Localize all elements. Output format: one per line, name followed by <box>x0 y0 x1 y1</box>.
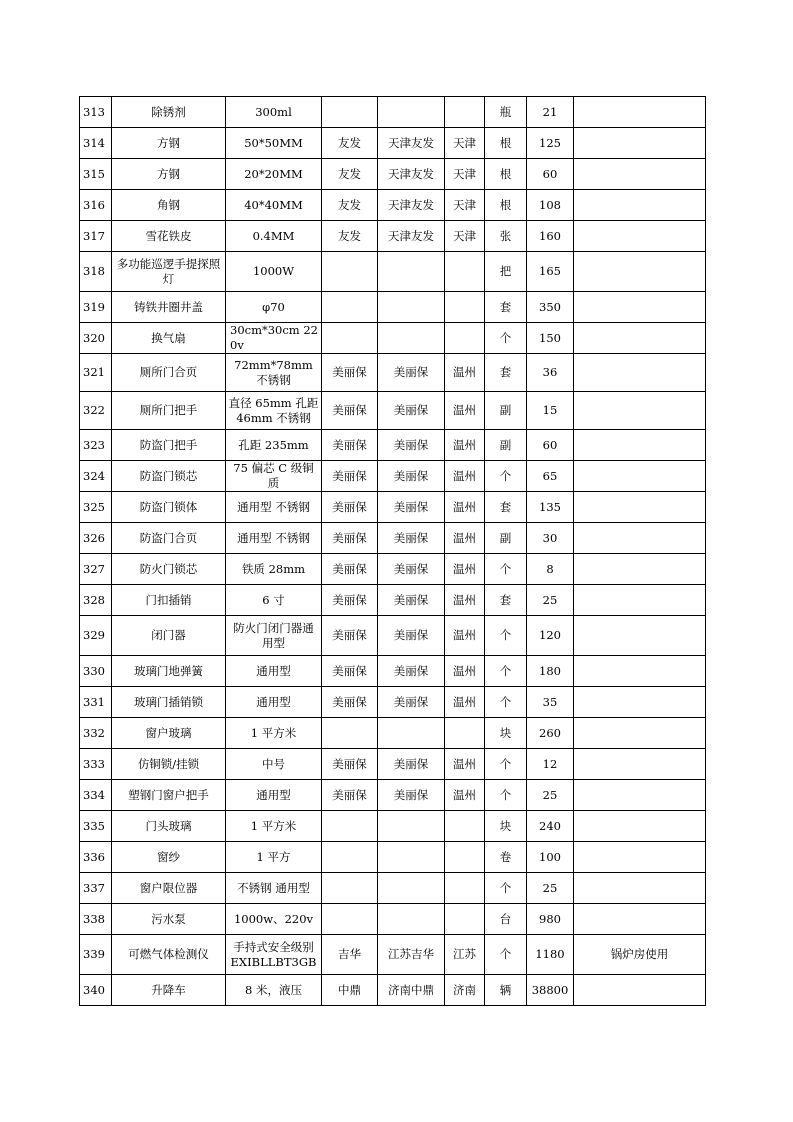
cell-price: 160 <box>527 221 574 252</box>
cell-unit: 个 <box>485 780 527 811</box>
table-row <box>80 780 706 811</box>
cell-origin: 天津 <box>445 190 485 221</box>
cell-note <box>574 718 706 749</box>
table-row <box>80 656 706 687</box>
cell-spec: 6 寸 <box>226 585 322 616</box>
cell-unit: 副 <box>485 430 527 461</box>
cell-no: 339 <box>80 935 112 975</box>
cell-price: 260 <box>527 718 574 749</box>
cell-note <box>574 656 706 687</box>
cell-spec: 通用型 <box>226 687 322 718</box>
cell-price: 25 <box>527 780 574 811</box>
cell-note <box>574 252 706 292</box>
cell-spec: 通用型 <box>226 656 322 687</box>
cell-no: 317 <box>80 221 112 252</box>
cell-spec: 20*20MM <box>226 159 322 190</box>
cell-name: 可燃气体检测仪 <box>112 935 226 975</box>
cell-maker <box>378 811 445 842</box>
table-row <box>80 252 706 292</box>
cell-note <box>574 842 706 873</box>
cell-brand: 美丽保 <box>322 430 378 461</box>
table-row <box>80 128 706 159</box>
cell-price: 25 <box>527 873 574 904</box>
cell-origin: 温州 <box>445 554 485 585</box>
cell-origin: 温州 <box>445 687 485 718</box>
cell-name: 门头玻璃 <box>112 811 226 842</box>
cell-no: 332 <box>80 718 112 749</box>
cell-brand: 美丽保 <box>322 585 378 616</box>
cell-origin: 天津 <box>445 159 485 190</box>
cell-name: 雪花铁皮 <box>112 221 226 252</box>
table-row <box>80 842 706 873</box>
table-row <box>80 159 706 190</box>
cell-brand <box>322 97 378 128</box>
cell-maker: 美丽保 <box>378 554 445 585</box>
cell-origin <box>445 873 485 904</box>
cell-price: 65 <box>527 461 574 492</box>
cell-maker <box>378 873 445 904</box>
cell-spec: 通用型 <box>226 780 322 811</box>
cell-no: 325 <box>80 492 112 523</box>
cell-name: 玻璃门插销锁 <box>112 687 226 718</box>
cell-maker <box>378 323 445 354</box>
cell-brand: 友发 <box>322 221 378 252</box>
cell-spec: 手持式安全级别 EXIBLLBT3GB <box>226 935 322 975</box>
cell-spec: 30cm*30cm 220v <box>226 323 322 354</box>
cell-maker: 美丽保 <box>378 354 445 392</box>
cell-price: 35 <box>527 687 574 718</box>
cell-maker <box>378 252 445 292</box>
cell-maker: 美丽保 <box>378 430 445 461</box>
cell-note <box>574 190 706 221</box>
table-row <box>80 687 706 718</box>
cell-no: 335 <box>80 811 112 842</box>
cell-note <box>574 749 706 780</box>
cell-name: 铸铁井圈井盖 <box>112 292 226 323</box>
cell-brand: 美丽保 <box>322 687 378 718</box>
cell-unit: 个 <box>485 616 527 656</box>
cell-unit: 套 <box>485 585 527 616</box>
cell-name: 窗纱 <box>112 842 226 873</box>
cell-maker: 美丽保 <box>378 687 445 718</box>
cell-brand: 美丽保 <box>322 656 378 687</box>
cell-no: 320 <box>80 323 112 354</box>
table-row <box>80 904 706 935</box>
cell-unit: 块 <box>485 811 527 842</box>
cell-unit: 根 <box>485 128 527 159</box>
cell-price: 60 <box>527 159 574 190</box>
cell-spec: 8 米，液压 <box>226 975 322 1006</box>
cell-no: 328 <box>80 585 112 616</box>
cell-price: 350 <box>527 292 574 323</box>
table-row <box>80 873 706 904</box>
cell-price: 60 <box>527 430 574 461</box>
cell-brand: 友发 <box>322 190 378 221</box>
cell-no: 318 <box>80 252 112 292</box>
cell-note <box>574 97 706 128</box>
cell-unit: 个 <box>485 935 527 975</box>
cell-price: 108 <box>527 190 574 221</box>
cell-brand: 中鼎 <box>322 975 378 1006</box>
cell-note <box>574 159 706 190</box>
cell-origin: 济南 <box>445 975 485 1006</box>
cell-maker: 济南中鼎 <box>378 975 445 1006</box>
cell-brand: 美丽保 <box>322 354 378 392</box>
cell-spec: 铁质 28mm <box>226 554 322 585</box>
table-row <box>80 975 706 1006</box>
cell-name: 方钢 <box>112 128 226 159</box>
table-row <box>80 718 706 749</box>
cell-maker: 天津友发 <box>378 221 445 252</box>
cell-unit: 个 <box>485 323 527 354</box>
cell-no: 329 <box>80 616 112 656</box>
cell-maker: 美丽保 <box>378 461 445 492</box>
cell-origin <box>445 323 485 354</box>
cell-origin: 温州 <box>445 461 485 492</box>
cell-brand: 友发 <box>322 159 378 190</box>
cell-price: 100 <box>527 842 574 873</box>
table-row <box>80 97 706 128</box>
cell-unit: 套 <box>485 354 527 392</box>
cell-origin: 温州 <box>445 430 485 461</box>
cell-no: 336 <box>80 842 112 873</box>
cell-unit: 个 <box>485 873 527 904</box>
cell-note <box>574 904 706 935</box>
cell-no: 340 <box>80 975 112 1006</box>
cell-brand <box>322 718 378 749</box>
cell-brand: 美丽保 <box>322 523 378 554</box>
cell-unit: 个 <box>485 461 527 492</box>
cell-no: 327 <box>80 554 112 585</box>
cell-name: 窗户玻璃 <box>112 718 226 749</box>
table-row <box>80 554 706 585</box>
cell-spec: 1 平方米 <box>226 811 322 842</box>
cell-spec: 不锈钢 通用型 <box>226 873 322 904</box>
table-row <box>80 392 706 430</box>
cell-note <box>574 811 706 842</box>
cell-origin: 温州 <box>445 616 485 656</box>
cell-name: 防盗门合页 <box>112 523 226 554</box>
cell-origin <box>445 811 485 842</box>
cell-origin: 温州 <box>445 492 485 523</box>
cell-maker: 美丽保 <box>378 749 445 780</box>
table-row <box>80 323 706 354</box>
table-row <box>80 616 706 656</box>
cell-no: 338 <box>80 904 112 935</box>
cell-price: 165 <box>527 252 574 292</box>
cell-origin: 江苏 <box>445 935 485 975</box>
cell-spec: 0.4MM <box>226 221 322 252</box>
cell-price: 21 <box>527 97 574 128</box>
table-row <box>80 354 706 392</box>
cell-unit: 台 <box>485 904 527 935</box>
cell-origin <box>445 718 485 749</box>
cell-brand: 美丽保 <box>322 392 378 430</box>
cell-brand <box>322 811 378 842</box>
cell-origin <box>445 97 485 128</box>
cell-name: 防火门锁芯 <box>112 554 226 585</box>
cell-spec: 72mm*78mm 不锈钢 <box>226 354 322 392</box>
cell-name: 门扣插销 <box>112 585 226 616</box>
cell-no: 319 <box>80 292 112 323</box>
cell-unit: 个 <box>485 554 527 585</box>
cell-spec: 1 平方 <box>226 842 322 873</box>
cell-name: 仿铜锁/挂锁 <box>112 749 226 780</box>
cell-spec: 直径 65mm 孔距 46mm 不锈钢 <box>226 392 322 430</box>
cell-note <box>574 780 706 811</box>
cell-name: 防盗门锁芯 <box>112 461 226 492</box>
table-row <box>80 749 706 780</box>
cell-note <box>574 221 706 252</box>
cell-spec: 通用型 不锈钢 <box>226 492 322 523</box>
cell-brand <box>322 323 378 354</box>
cell-price: 150 <box>527 323 574 354</box>
cell-origin: 温州 <box>445 656 485 687</box>
cell-name: 厕所门把手 <box>112 392 226 430</box>
cell-maker: 美丽保 <box>378 656 445 687</box>
table-row <box>80 461 706 492</box>
cell-price: 8 <box>527 554 574 585</box>
cell-price: 180 <box>527 656 574 687</box>
table-row <box>80 221 706 252</box>
cell-spec: 孔距 235mm <box>226 430 322 461</box>
cell-price: 15 <box>527 392 574 430</box>
cell-note <box>574 430 706 461</box>
cell-origin: 温州 <box>445 523 485 554</box>
cell-unit: 副 <box>485 523 527 554</box>
cell-brand <box>322 873 378 904</box>
cell-origin: 温州 <box>445 354 485 392</box>
cell-price: 36 <box>527 354 574 392</box>
cell-no: 326 <box>80 523 112 554</box>
cell-brand <box>322 292 378 323</box>
cell-no: 330 <box>80 656 112 687</box>
cell-brand: 美丽保 <box>322 554 378 585</box>
cell-spec: 1000W <box>226 252 322 292</box>
cell-note <box>574 392 706 430</box>
cell-unit: 个 <box>485 656 527 687</box>
cell-origin <box>445 252 485 292</box>
cell-note <box>574 461 706 492</box>
cell-no: 323 <box>80 430 112 461</box>
cell-maker <box>378 718 445 749</box>
cell-note <box>574 585 706 616</box>
cell-no: 337 <box>80 873 112 904</box>
cell-origin: 温州 <box>445 749 485 780</box>
cell-note <box>574 616 706 656</box>
cell-price: 38800 <box>527 975 574 1006</box>
cell-no: 324 <box>80 461 112 492</box>
cell-maker: 天津友发 <box>378 128 445 159</box>
table-row <box>80 585 706 616</box>
cell-name: 角钢 <box>112 190 226 221</box>
cell-origin: 温州 <box>445 585 485 616</box>
cell-name: 换气扇 <box>112 323 226 354</box>
cell-unit: 卷 <box>485 842 527 873</box>
cell-price: 1180 <box>527 935 574 975</box>
cell-no: 322 <box>80 392 112 430</box>
cell-note <box>574 292 706 323</box>
cell-name: 防盗门锁体 <box>112 492 226 523</box>
cell-unit: 瓶 <box>485 97 527 128</box>
cell-brand <box>322 904 378 935</box>
cell-no: 315 <box>80 159 112 190</box>
cell-price: 125 <box>527 128 574 159</box>
cell-name: 升降车 <box>112 975 226 1006</box>
cell-unit: 把 <box>485 252 527 292</box>
cell-name: 玻璃门地弹簧 <box>112 656 226 687</box>
cell-maker <box>378 292 445 323</box>
cell-brand: 美丽保 <box>322 780 378 811</box>
cell-maker: 美丽保 <box>378 780 445 811</box>
table-row <box>80 430 706 461</box>
cell-no: 334 <box>80 780 112 811</box>
cell-maker: 江苏吉华 <box>378 935 445 975</box>
cell-brand: 吉华 <box>322 935 378 975</box>
cell-maker: 美丽保 <box>378 492 445 523</box>
cell-unit: 块 <box>485 718 527 749</box>
table-row <box>80 935 706 975</box>
cell-unit: 张 <box>485 221 527 252</box>
cell-price: 30 <box>527 523 574 554</box>
cell-brand: 美丽保 <box>322 492 378 523</box>
cell-note <box>574 523 706 554</box>
cell-no: 313 <box>80 97 112 128</box>
cell-spec: 40*40MM <box>226 190 322 221</box>
cell-price: 135 <box>527 492 574 523</box>
cell-brand: 美丽保 <box>322 616 378 656</box>
table-row <box>80 492 706 523</box>
cell-maker: 天津友发 <box>378 159 445 190</box>
cell-spec: φ70 <box>226 292 322 323</box>
cell-maker: 美丽保 <box>378 616 445 656</box>
cell-unit: 根 <box>485 190 527 221</box>
cell-spec: 1 平方米 <box>226 718 322 749</box>
cell-origin <box>445 904 485 935</box>
cell-name: 污水泵 <box>112 904 226 935</box>
cell-note <box>574 323 706 354</box>
cell-unit: 副 <box>485 392 527 430</box>
cell-unit: 辆 <box>485 975 527 1006</box>
cell-price: 12 <box>527 749 574 780</box>
cell-name: 窗户限位器 <box>112 873 226 904</box>
cell-origin: 天津 <box>445 128 485 159</box>
table-row <box>80 523 706 554</box>
cell-note <box>574 354 706 392</box>
cell-spec: 通用型 不锈钢 <box>226 523 322 554</box>
cell-note <box>574 687 706 718</box>
cell-name: 厕所门合页 <box>112 354 226 392</box>
cell-brand: 美丽保 <box>322 749 378 780</box>
price-table <box>79 96 706 1006</box>
cell-origin: 天津 <box>445 221 485 252</box>
cell-price: 25 <box>527 585 574 616</box>
table-row <box>80 190 706 221</box>
cell-price: 980 <box>527 904 574 935</box>
table-row <box>80 292 706 323</box>
cell-unit: 个 <box>485 749 527 780</box>
cell-brand <box>322 252 378 292</box>
cell-maker: 天津友发 <box>378 190 445 221</box>
table-row <box>80 811 706 842</box>
cell-name: 除锈剂 <box>112 97 226 128</box>
cell-brand <box>322 842 378 873</box>
cell-no: 331 <box>80 687 112 718</box>
cell-unit: 套 <box>485 492 527 523</box>
cell-maker <box>378 904 445 935</box>
cell-name: 闭门器 <box>112 616 226 656</box>
cell-brand: 美丽保 <box>322 461 378 492</box>
cell-spec: 中号 <box>226 749 322 780</box>
cell-name: 多功能巡逻手提探照灯 <box>112 252 226 292</box>
cell-note: 锅炉房使用 <box>574 935 706 975</box>
cell-unit: 个 <box>485 687 527 718</box>
cell-spec: 300ml <box>226 97 322 128</box>
cell-maker <box>378 842 445 873</box>
cell-spec: 1000w、220v <box>226 904 322 935</box>
cell-maker: 美丽保 <box>378 585 445 616</box>
cell-no: 314 <box>80 128 112 159</box>
cell-maker <box>378 97 445 128</box>
cell-note <box>574 975 706 1006</box>
cell-maker: 美丽保 <box>378 392 445 430</box>
cell-note <box>574 554 706 585</box>
cell-name: 防盗门把手 <box>112 430 226 461</box>
cell-unit: 根 <box>485 159 527 190</box>
cell-note <box>574 128 706 159</box>
cell-origin: 温州 <box>445 392 485 430</box>
cell-name: 方钢 <box>112 159 226 190</box>
cell-spec: 防火门闭门器通用型 <box>226 616 322 656</box>
cell-spec: 75 偏芯 C 级铜质 <box>226 461 322 492</box>
cell-brand: 友发 <box>322 128 378 159</box>
cell-no: 333 <box>80 749 112 780</box>
cell-no: 316 <box>80 190 112 221</box>
cell-price: 120 <box>527 616 574 656</box>
cell-spec: 50*50MM <box>226 128 322 159</box>
cell-name: 塑钢门窗户把手 <box>112 780 226 811</box>
cell-origin <box>445 292 485 323</box>
cell-note <box>574 873 706 904</box>
cell-unit: 套 <box>485 292 527 323</box>
cell-origin: 温州 <box>445 780 485 811</box>
cell-no: 321 <box>80 354 112 392</box>
cell-note <box>574 492 706 523</box>
cell-price: 240 <box>527 811 574 842</box>
cell-maker: 美丽保 <box>378 523 445 554</box>
cell-origin <box>445 842 485 873</box>
